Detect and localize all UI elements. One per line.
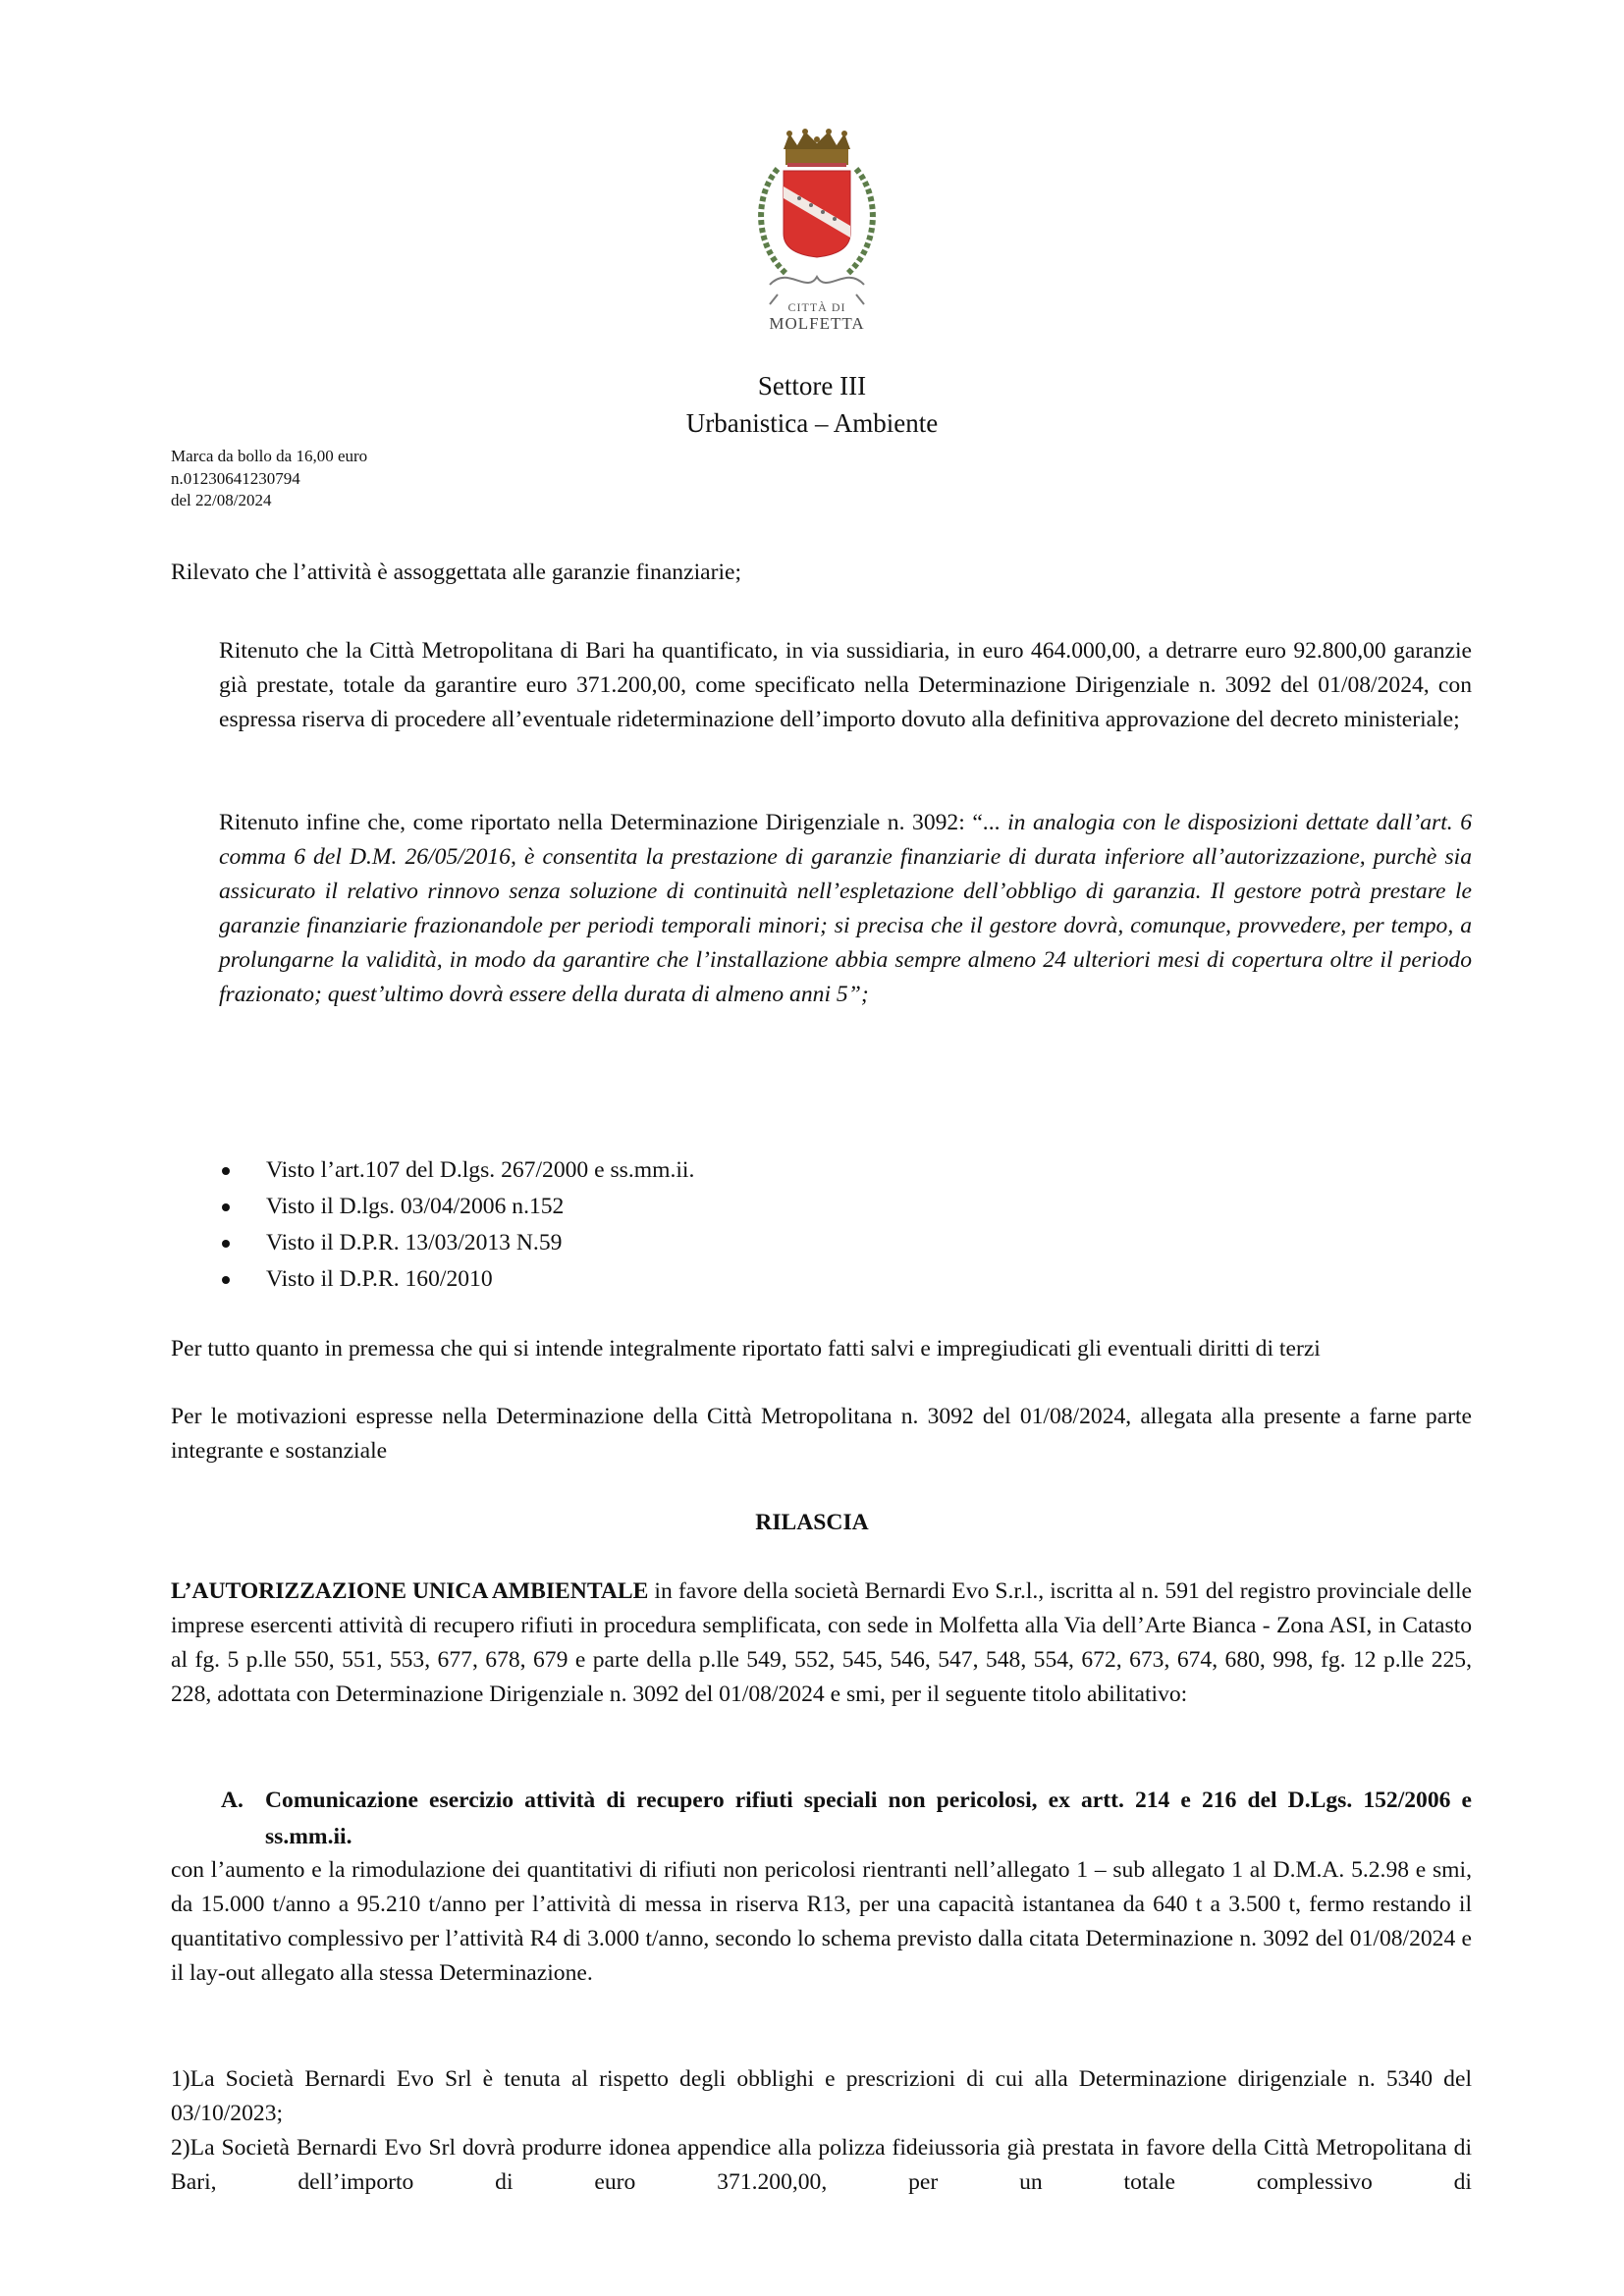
aua-text: in favore della società Bernardi Evo S.r.l., iscritta al n. 591 del registro provinciale delle imprese esercenti attività di recupero rifiuti in procedura semplificata, con sede in Molfetta alla Via dell’Arte Bianca - Zona ASI, in Catasto al fg. 5 p.lle 550, 551, 553, 677, 678, 679 e parte della p.lle 549, 552, 545, 546, 547, 548, 554, 672, 673, 674, 680, 998, fg. 12 p.lle 225, 228, adottata con Determinazione Dirigenziale n. 3092 del 01/08/2024 e smi, per il seguente titolo abilitativo: [171, 1578, 1473, 1707]
list-item-text: Visto il D.P.R. 13/03/2013 N.59 [266, 1230, 563, 1255]
list-item-text: Visto il D.lgs. 03/04/2006 n.152 [266, 1194, 565, 1219]
crown-icon [784, 129, 850, 167]
department-title: Urbanistica – Ambiente [685, 408, 939, 438]
list-item-text: Visto il D.P.R. 160/2010 [266, 1266, 493, 1292]
list-item [222, 1152, 1204, 1189]
paragraph-ritenuto-infine [219, 806, 1472, 1012]
list-item [222, 1225, 1204, 1261]
prescription-2: 2)La Società Bernardi Evo Srl dovrà produrre idonea appendice alla polizza fideiussoria già prestata in favore della Città Metropolitana di Bari, dell’importo di euro 371.200,00, per un totale complessivo di [171, 2135, 1472, 2195]
paragraph-aua [171, 1575, 1472, 1712]
item-text: Comunicazione esercizio attività di recupero rifiuti speciali non pericolosi, ex artt. 214 e 216 del D.Lgs. 152/2006 e ss.mm.ii. [265, 1788, 1472, 1849]
paragraph-con-aumento: con l’aumento e la rimodulazione dei quantitativi di rifiuti non pericolosi rientranti nell’allegato 1 – sub allegato 1 al D.M.A. 5.2.98 e smi, da 15.000 t/anno a 95.210 t/anno per l’attività di messa in riserva R13, per una capacità istantanea da 640 t a 3.500 t, fermo restando il quantitativo complessivo per l’attività R4 di 3.000 t/anno, secondo lo schema previsto dalla citata Determinazione n. 3092 del 01/08/2024 e il lay-out allegato alla stessa Determinazione. [171, 1857, 1472, 1986]
crest-caption-line1: CITTÀ DI [787, 300, 846, 314]
bullet-icon [222, 1240, 230, 1248]
item-marker: A. [221, 1788, 244, 1813]
prescription-1: 1)La Società Bernardi Evo Srl è tenuta al rispetto degli obblighi e prescrizioni di cui alla Determinazione dirigenziale n. 5340 del 03/10/2023; [171, 2066, 1472, 2126]
paragraph-per-tutto: Per tutto quanto in premessa che qui si intende integralmente riportato fatti salvi e impregiudicati gli eventuali diritti di terzi [171, 1336, 1321, 1362]
city-crest-logo [748, 128, 886, 339]
bullet-icon [222, 1167, 230, 1175]
stamp-line-1: Marca da bollo da 16,00 euro [171, 447, 368, 465]
aua-title: L’AUTORIZZAZIONE UNICA AMBIENTALE [171, 1578, 649, 1604]
stamp-info [171, 446, 564, 512]
lettered-item-a [221, 1783, 1472, 1855]
paragraph-rilevato: Rilevato che l’attività è assoggettata alle garanzie finanziarie; [171, 560, 742, 585]
paragraph-ritenuto: Ritenuto che la Città Metropolitana di Bari ha quantificato, in via sussidiaria, in euro 464.000,00, a detrarre euro 92.800,00 garanzie già prestate, totale da garantire euro 371.200,00, come specificato nella Determinazione Dirigenziale n. 3092 del 01/08/2024, con espressa riserva di procedere all’eventuale rideterminazione dell’importo dovuto alla definitiva approvazione del decreto ministeriale; [219, 638, 1472, 732]
bullet-icon [222, 1203, 230, 1211]
list-item-text: Visto l’art.107 del D.lgs. 267/2000 e ss.mm.ii. [266, 1157, 695, 1183]
list-item [222, 1261, 1204, 1298]
list-item [222, 1189, 1204, 1225]
bullet-icon [222, 1276, 230, 1284]
crest-caption-line2: MOLFETTA [769, 314, 865, 333]
paragraph-per-le: Per le motivazioni espresse nella Determinazione della Città Metropolitana n. 3092 del 01/08/2024, allegata alla presente a farne parte integrante e sostanziale [171, 1404, 1472, 1464]
sector-title: Settore III [757, 371, 867, 400]
stamp-line-2: n.01230641230794 [171, 468, 300, 488]
ritenuto-infine-intro: Ritenuto infine che, come riportato nella Determinazione Dirigenziale n. 3092: “... [219, 810, 1008, 835]
stamp-line-3: del 22/08/2024 [171, 491, 272, 509]
visti-list [222, 1152, 1204, 1298]
ritenuto-infine-quote: in analogia con le disposizioni dettate dall’art. 6 comma 6 del D.M. 26/05/2016, è consentita la prestazione di garanzie finanziarie di durata inferiore all’autorizzazione, purchè sia assicurato il relativo rinnovo senza soluzione di continuità nell’espletazione dell’obbligo di garanzia. Il gestore potrà prestare le garanzie finanziarie frazionandole per periodi temporali minori; si precisa che il gestore dovrà, comunque, provvedere, per tempo, a prolungarne la validità, in modo da garantire che l’installazione abbia sempre almeno 24 ulteriori mesi di copertura oltre il periodo frazionato; quest’ultimo dovrà essere della durata di almeno anni 5”; [219, 810, 1473, 1007]
rilascia-heading: RILASCIA [755, 1510, 869, 1535]
